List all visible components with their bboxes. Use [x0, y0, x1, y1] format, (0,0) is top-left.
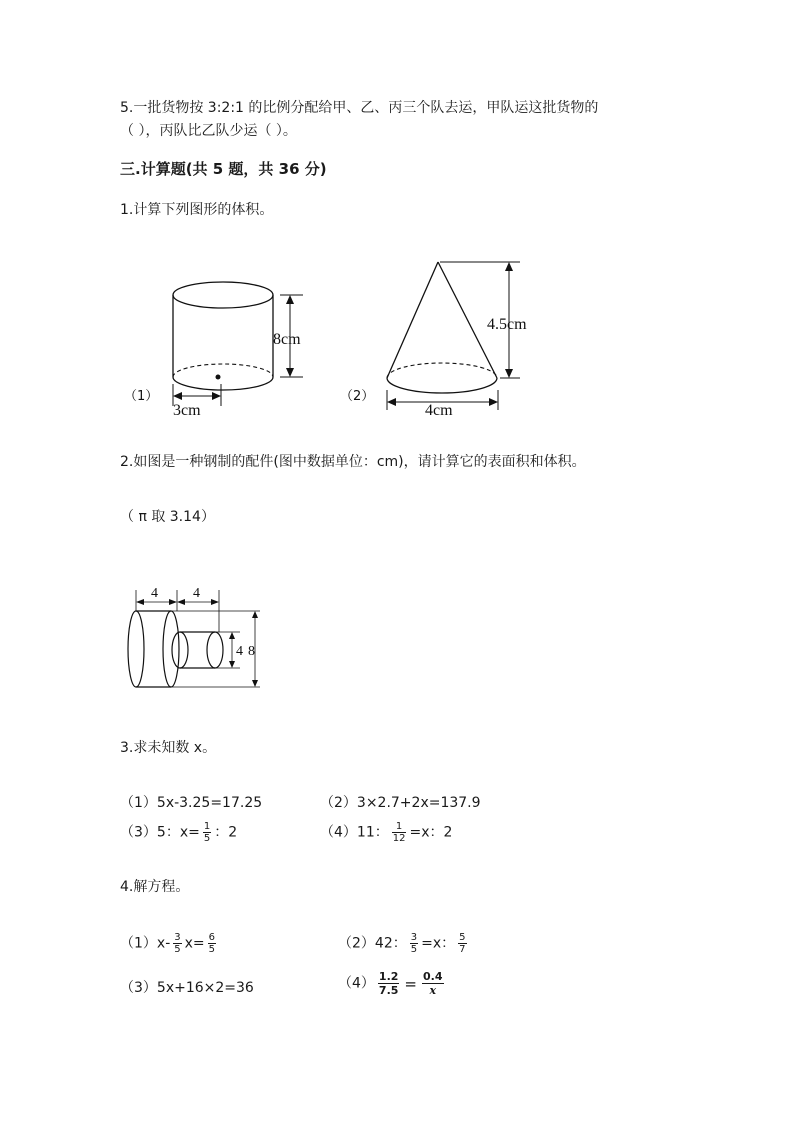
question-5-line1: 5.一批货物按 3:2:1 的比例分配给甲、乙、丙三个队去运，甲队运这批货物的 [120, 100, 599, 116]
equation-3-4: （4）11： $\frac{1}{12}$ =x：2 [320, 821, 453, 844]
length-label-2: 4 [193, 586, 200, 601]
equation-4-2: （2）42： $\frac{3}{5}$ =x： $\frac{5}{7}$ [338, 932, 466, 955]
cone-figure [340, 262, 527, 419]
fraction: $\frac{6}{5}$ [208, 932, 216, 955]
cylinder-height-label: 8cm [273, 331, 301, 348]
equation-4-3: （3）5x+16×2=36 [120, 980, 254, 996]
cylinder-radius-label: 3cm [173, 402, 201, 419]
length-label-1: 4 [151, 586, 158, 601]
fraction: $\frac{1}{5}$ [203, 821, 211, 844]
fraction: $\frac{0.4}{x}$ [423, 970, 443, 997]
figure-1-number: （1） [124, 389, 159, 404]
problem-2-title: 2.如图是一种钢制的配件(图中数据单位：cm)，请计算它的表面积和体积。 [120, 454, 586, 470]
problem-4-title: 4.解方程。 [120, 879, 190, 895]
equation-3-1: （1）5x-3.25=17.25 [120, 795, 263, 811]
steel-part-figure [118, 578, 273, 693]
figure-2-number: （2） [340, 389, 375, 404]
fraction: $\frac{1}{12}$ [392, 821, 406, 844]
equation-3-3: （3）5：x= $\frac{1}{5}$ ：2 [120, 821, 238, 844]
equation-4-4: （4） $\frac{1.2}{7.5}$ = $\frac{0.4}{x}$ [338, 970, 443, 997]
fraction: $\frac{5}{7}$ [459, 932, 466, 955]
cone-diameter-label: 4cm [425, 402, 453, 419]
problem-1-figures [110, 250, 550, 425]
question-5-line2: （ ），丙队比乙队少运（ ）。 [120, 123, 297, 139]
problem-1-title: 1.计算下列图形的体积。 [120, 202, 274, 218]
fraction: $\frac{1.2}{7.5}$ [378, 970, 399, 997]
equation-3-2: （2）3×2.7+2x=137.9 [320, 795, 481, 811]
large-diameter-label: 8 [248, 644, 255, 659]
cylinder-figure [124, 282, 303, 419]
fraction: $\frac{3}{5}$ [410, 932, 418, 955]
cone-height-label: 4.5cm [487, 316, 527, 333]
fraction: $\frac{3}{5}$ [174, 932, 181, 955]
problem-2-pi-note: （ π 取 3.14） [120, 509, 215, 525]
equation-4-1: （1）x- $\frac{3}{5}$ x= $\frac{6}{5}$ [120, 932, 216, 955]
problem-3-title: 3.求未知数 x。 [120, 740, 217, 756]
small-diameter-label: 4 [236, 644, 243, 659]
section-3-heading: 三.计算题(共 5 题，共 36 分) [120, 160, 327, 178]
